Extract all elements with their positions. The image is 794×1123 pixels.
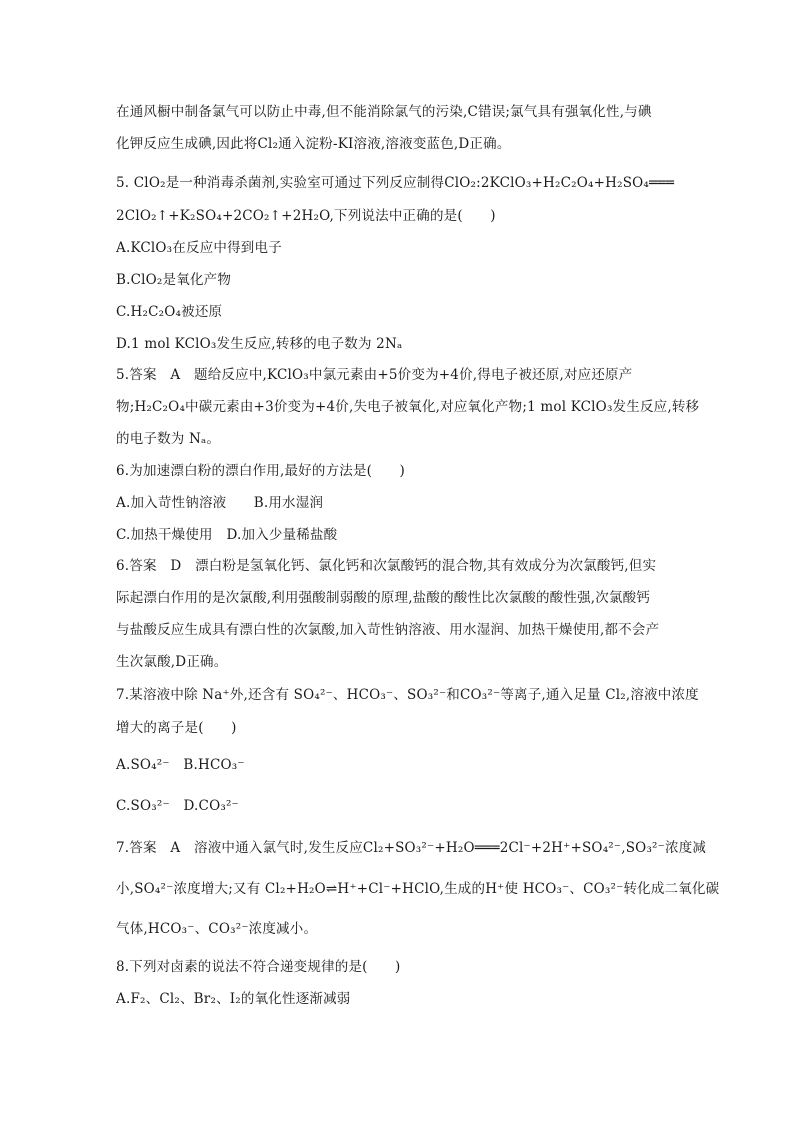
answer-6: 6.答案 D 漂白粉是氢氧化钙、氯化钙和次氯酸钙的混合物,其有效成分为次氯酸钙,但实 bbox=[116, 558, 657, 574]
answer-7-cont: 气体,HCO₃⁻、CO₃²⁻浓度减小。 bbox=[116, 921, 318, 937]
answer-5: 5.答案 A 题给反应中,KClO₃中氯元素由+5价变为+4价,得电子被还原,对应还原产 bbox=[116, 367, 633, 383]
answer-7-cont: 小,SO₄²⁻浓度增大;又有 Cl₂+H₂O⇌H⁺+Cl⁻+HClO,生成的H⁺使 HCO₃⁻、CO₃²⁻转化成二氧化碳 bbox=[116, 881, 720, 897]
question-5-stem: 5. ClO₂是一种消毒杀菌剂,实验室可通过下列反应制得ClO₂:2KClO₃+H₂C₂O₄+H₂SO₄═══ bbox=[116, 175, 675, 191]
options-ab: A.SO₄²⁻ B.HCO₃⁻ bbox=[116, 757, 245, 773]
answer-5-cont: 物;H₂C₂O₄中碳元素由+3价变为+4价,失电子被氧化,对应氧化产物;1 mol KClO₃发生反应,转移 bbox=[116, 399, 700, 415]
text-line: 在通风橱中制备氯气可以防止中毒,但不能消除氯气的污染,C错误;氯气具有强氧化性,与碘 bbox=[116, 104, 652, 120]
options-cd: C.加热干燥使用 D.加入少量稀盐酸 bbox=[116, 527, 338, 543]
question-7-stem-cont: 增大的离子是( ) bbox=[116, 720, 237, 736]
text-line: 化钾反应生成碘,因此将Cl₂通入淀粉-KI溶液,溶液变蓝色,D正确。 bbox=[116, 136, 511, 152]
answer-6-cont: 际起漂白作用的是次氯酸,利用强酸制弱酸的原理,盐酸的酸性比次氯酸的酸性强,次氯酸钙 bbox=[116, 590, 651, 606]
option-a: A.F₂、Cl₂、Br₂、I₂的氧化性逐渐减弱 bbox=[116, 991, 351, 1007]
option-c: C.H₂C₂O₄被还原 bbox=[116, 304, 223, 320]
question-7-stem: 7.某溶液中除 Na⁺外,还含有 SO₄²⁻、HCO₃⁻、SO₃²⁻和CO₃²⁻等离子,通入足量 Cl₂,溶液中浓度 bbox=[116, 687, 699, 703]
question-5-stem-cont: 2ClO₂↑+K₂SO₄+2CO₂↑+2H₂O,下列说法中正确的是( ) bbox=[116, 208, 496, 224]
answer-5-cont: 的电子数为 Nₐ。 bbox=[116, 431, 221, 447]
option-a: A.KClO₃在反应中得到电子 bbox=[116, 240, 282, 256]
answer-6-cont: 与盐酸反应生成具有漂白性的次氯酸,加入苛性钠溶液、用水湿润、加热干燥使用,都不会产 bbox=[116, 622, 660, 638]
option-d: D.1 mol KClO₃发生反应,转移的电子数为 2Nₐ bbox=[116, 336, 403, 352]
answer-7: 7.答案 A 溶液中通入氯气时,发生反应Cl₂+SO₃²⁻+H₂O═══2Cl⁻+2H⁺+SO₄²⁻,SO₃²⁻浓度减 bbox=[116, 840, 707, 856]
question-8-stem: 8.下列对卤素的说法不符合递变规律的是( ) bbox=[116, 959, 401, 975]
options-cd: C.SO₃²⁻ D.CO₃²⁻ bbox=[116, 798, 239, 814]
answer-6-cont: 生次氯酸,D正确。 bbox=[116, 654, 228, 670]
option-b: B.ClO₂是氧化产物 bbox=[116, 272, 232, 288]
options-ab: A.加入苛性钠溶液 B.用水湿润 bbox=[116, 495, 324, 511]
question-6-stem: 6.为加速漂白粉的漂白作用,最好的方法是( ) bbox=[116, 463, 406, 479]
